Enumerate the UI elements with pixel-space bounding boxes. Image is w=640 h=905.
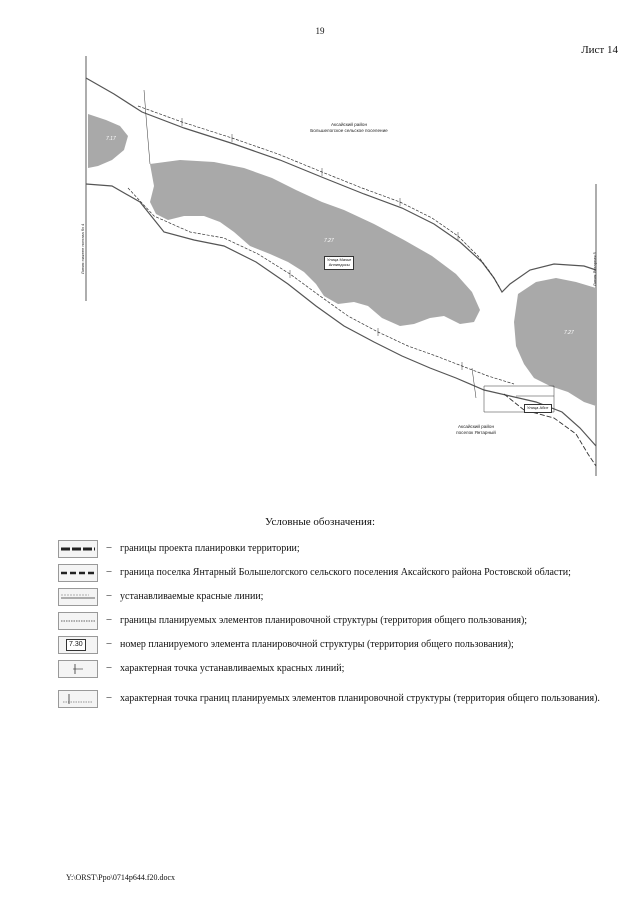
legend-title: Условные обозначения:	[264, 516, 376, 528]
legend-text: характерная точка устанавливаемых красных линий;	[120, 662, 345, 674]
legend-text: границы планируемых элементов планировочной структуры (территория общего пользования);	[120, 614, 528, 626]
legend-text: границы проекта планировки территории;	[120, 542, 300, 554]
left-edge-label: Линия нижнее полгаза бз 4	[80, 223, 85, 274]
legend-text: устанавливаемые красные линии;	[120, 590, 264, 602]
element-point-icon	[58, 690, 98, 708]
legend-dash: –	[106, 566, 112, 577]
land-area-center	[150, 160, 480, 326]
red-line-point-icon	[58, 660, 98, 678]
legend-item-element-number	[58, 636, 618, 654]
element-number-1: 7.17	[106, 136, 116, 142]
legend-item-settlement-boundary	[58, 564, 618, 582]
element-number-sample: 7.30	[66, 639, 86, 651]
legend-text: характерная точка границ планируемых элементов планировочной структуры (территория общего пользования).	[120, 692, 600, 704]
page-number: 19	[315, 26, 325, 36]
legend-dash: –	[106, 638, 112, 649]
legend-dash: –	[106, 542, 112, 553]
legend-dash: –	[106, 614, 112, 625]
street-box-1: Улица Мачье Анниндосы	[324, 256, 354, 270]
district-label: Аксайский район Большелогское сельское поселение	[310, 122, 388, 133]
legend-item-red-lines	[58, 588, 618, 606]
element-number-icon	[58, 636, 98, 654]
legend-item-element-boundary	[58, 612, 618, 630]
legend-text: граница поселка Янтарный Большелогского сельского поселения Аксайского района Ростовской области;	[120, 566, 571, 578]
red-lines-icon	[58, 588, 98, 606]
legend-dash: –	[106, 692, 112, 703]
planning-boundary-icon	[58, 540, 98, 558]
street-box-2: Улица Абит	[524, 404, 552, 413]
legend-item-red-line-point	[58, 660, 618, 678]
legend-item-element-point	[58, 690, 618, 708]
element-number-2: 7.27	[324, 238, 334, 244]
legend-dash: –	[106, 590, 112, 601]
sheet-label: Лист 14	[581, 44, 618, 56]
legend-text: номер планируемого элемента планировочной структуры (территория общего пользования);	[120, 638, 514, 650]
footer-file-path: Y:\ORST\Ppo\0714p644.f20.docx	[66, 873, 176, 882]
settlement-label: Аксайский район поселок Янтарный	[456, 424, 496, 435]
legend-dash: –	[106, 662, 112, 673]
legend-item-planning-boundary	[58, 540, 618, 558]
planning-map	[80, 56, 604, 476]
right-edge-label: Линия Янтарная 5	[592, 252, 597, 286]
element-boundary-icon	[58, 612, 98, 630]
settlement-boundary-icon	[58, 564, 98, 582]
land-area-right	[514, 278, 596, 406]
element-number-3: 7.27	[564, 330, 574, 336]
